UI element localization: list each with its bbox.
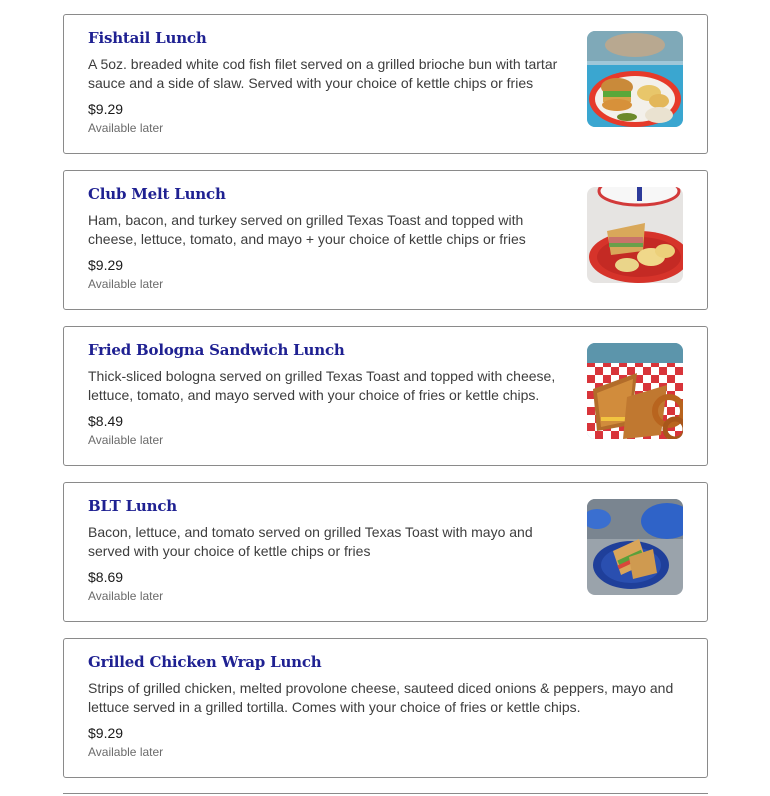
menu-item-price: $9.29 bbox=[88, 257, 124, 273]
menu-item-card[interactable] bbox=[63, 638, 708, 778]
menu-item-card[interactable] bbox=[63, 14, 708, 154]
menu-item-description: Ham, bacon, and turkey served on grilled Texas Toast and topped with cheese, lettuce, tomato, and mayo + your choice of kettle chips or fries bbox=[88, 212, 526, 247]
menu-item-price: $9.29 bbox=[88, 725, 124, 741]
menu-item-availability: Available later bbox=[88, 745, 164, 759]
menu-item-details bbox=[88, 652, 678, 760]
menu-item-description: A 5oz. breaded white cod fish filet served on a grilled brioche bun with tartar sauce and a side of slaw. Served with your choice of kettle chips or fries bbox=[88, 56, 558, 91]
menu-item-availability: Available later bbox=[88, 277, 164, 291]
menu-item-price: $8.49 bbox=[88, 413, 124, 429]
menu-item-price: $8.69 bbox=[88, 569, 124, 585]
menu-item-description: Strips of grilled chicken, melted provolone cheese, sauteed diced onions & peppers, mayo and lettuce served in a grilled tortilla. Comes with your choice of fries or kettle chips. bbox=[88, 680, 674, 715]
menu-item-details bbox=[88, 340, 568, 448]
menu-item-details bbox=[88, 496, 568, 604]
menu-item-name: Fishtail Lunch bbox=[88, 29, 207, 47]
menu-item-card[interactable] bbox=[63, 482, 708, 622]
club-melt-photo bbox=[587, 187, 683, 283]
menu-item-availability: Available later bbox=[88, 433, 164, 447]
bologna-sandwich-photo bbox=[587, 343, 683, 439]
menu-item-name: BLT Lunch bbox=[88, 497, 177, 515]
menu-item-description: Thick-sliced bologna served on grilled Texas Toast and topped with cheese, lettuce, tomato, and mayo served with your choice of fries or kettle chips. bbox=[88, 368, 556, 403]
menu-item-name: Club Melt Lunch bbox=[88, 185, 226, 203]
menu-item-details bbox=[88, 184, 568, 292]
menu-item-name: Fried Bologna Sandwich Lunch bbox=[88, 341, 345, 359]
menu-item-name: Grilled Chicken Wrap Lunch bbox=[88, 653, 322, 671]
menu-item-details bbox=[88, 28, 568, 136]
menu-item-list bbox=[63, 14, 708, 794]
menu-item-availability: Available later bbox=[88, 121, 164, 135]
menu-item-card[interactable] bbox=[63, 326, 708, 466]
menu-item-availability: Available later bbox=[88, 589, 164, 603]
fish-sandwich-photo bbox=[587, 31, 683, 127]
menu-item-price: $9.29 bbox=[88, 101, 124, 117]
menu-item-description: Bacon, lettuce, and tomato served on grilled Texas Toast with mayo and served with your choice of kettle chips or fries bbox=[88, 524, 533, 559]
menu-item-card[interactable] bbox=[63, 170, 708, 310]
blt-photo bbox=[587, 499, 683, 595]
